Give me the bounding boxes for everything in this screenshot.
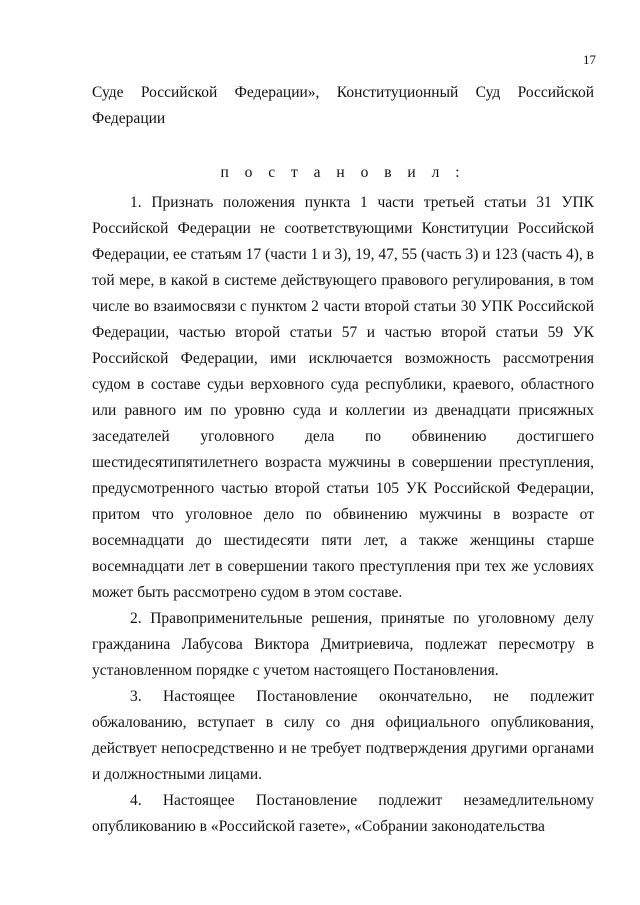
paragraph-1: 1. Признать положения пункта 1 части третьей статьи 31 УПК Российской Федерации не соответствующими Конституции Российской Федерации, ее статьям 17 (части 1 и 3), 19, 47, 55 (часть 3) и 123 (часть 4), в той мере, в какой в системе действующего правового регулирования, в том числе во взаимосвязи с пунктом 2 части второй статьи 30 УПК Российской Федерации, частью второй статьи 57 и частью второй статьи 59 УК Российской Федерации, ими исключается возможность рассмотрения судом в составе судьи верховного суда республики, краевого, областного или равного им по уровню суда и коллегии из двенадцати присяжных заседателей уголовного дела по обвинению достигшего шестидесятипятилетнего возраста мужчины в совершении преступления, предусмотренного частью второй статьи 105 УК Российской Федерации, притом что уголовное дело по обвинению мужчины в возрасте от восемнадцати до шестидесяти пяти лет, а также женщины старше восемнадцати лет в совершении такого преступления при тех же условиях может быть рассмотрено судом в этом составе.: [92, 194, 594, 601]
paragraph-3: 3. Настоящее Постановление окончательно, не подлежит обжалованию, вступает в силу со дня официального опубликования, действует непосредственно и не требует подтверждения другими органами и должностными лицами.: [92, 688, 594, 783]
document-body: [92, 80, 594, 840]
paragraph-2: 2. Правоприменительные решения, принятые по уголовному делу гражданина Лабусова Виктора Дмитриевича, подлежат пересмотру в установленном порядке с учетом настоящего Постановления.: [92, 610, 594, 679]
paragraph-4: 4. Настоящее Постановление подлежит незамедлительному опубликованию в «Российской газете», «Собрании законодательства: [92, 792, 594, 835]
resolution-heading-wrap: [92, 160, 594, 186]
page-number: 17: [583, 52, 596, 67]
resolution-heading: п о с т а н о в и л :: [220, 164, 466, 181]
intro-paragraph: Суде Российской Федерации», Конституционный Суд Российской Федерации: [92, 84, 594, 127]
